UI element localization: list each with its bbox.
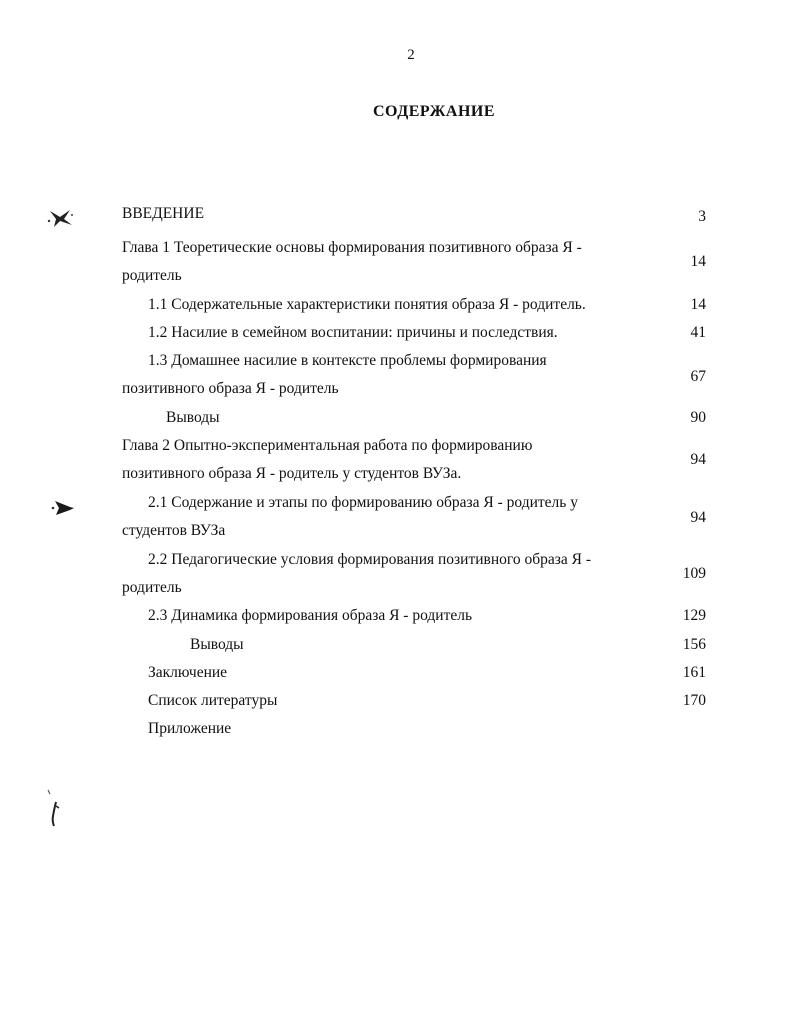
toc-page-references: 170 <box>682 692 706 709</box>
toc-entry-section-1-3-line1: 1.3 Домашнее насилие в контексте проблемы формирования <box>148 352 547 369</box>
toc-entry-section-1-1: 1.1 Содержательные характеристики понятия образа Я - родитель. <box>148 296 586 313</box>
toc-page-chapter2: 94 <box>690 451 706 468</box>
toc-entry-conclusion: Заключение <box>148 664 228 681</box>
toc-entry-chapter2-line1: Глава 2 Опытно-экспериментальная работа по формированию <box>122 437 533 454</box>
toc-entry-section-1-3-line2: позитивного образа Я - родитель <box>122 380 339 397</box>
toc-page-section-1-2: 41 <box>690 324 706 341</box>
page-title: СОДЕРЖАНИЕ <box>372 103 496 120</box>
toc-page-chapter1: 14 <box>690 253 706 270</box>
toc-page-conclusions-2: 156 <box>682 636 706 653</box>
toc-entry-references: Список литературы <box>148 692 278 709</box>
toc-entry-section-2-3: 2.3 Динамика формирования образа Я - родитель <box>148 607 473 624</box>
toc-page-section-1-1: 14 <box>690 296 706 313</box>
toc-page-section-2-3: 129 <box>682 607 706 624</box>
scan-mark-3 <box>44 788 66 830</box>
toc-entry-appendix: Приложение <box>148 720 232 737</box>
toc-page-conclusions-1: 90 <box>690 409 706 426</box>
toc-entry-chapter2-line2: позитивного образа Я - родитель у студентов ВУЗа. <box>122 465 462 482</box>
toc-page-section-2-2: 109 <box>682 565 706 582</box>
toc-entry-section-2-2-line2: родитель <box>122 579 182 596</box>
toc-page-section-2-1: 94 <box>690 509 706 526</box>
toc-entry-chapter1-line2: родитель <box>122 267 182 284</box>
toc-entry-conclusions-2: Выводы <box>190 636 244 653</box>
scan-mark-2 <box>50 498 78 518</box>
toc-page-section-1-3: 67 <box>690 368 706 385</box>
toc-entry-chapter1-line1: Глава 1 Теоретические основы формирования позитивного образа Я - <box>122 239 582 256</box>
toc-entry-section-2-1-line2: студентов ВУЗа <box>122 522 226 539</box>
toc-page-intro: 3 <box>698 208 706 225</box>
toc-entry-section-2-1-line1: 2.1 Содержание и этапы по формированию образа Я - родитель у <box>148 494 578 511</box>
page-number: 2 <box>407 47 415 63</box>
toc-entry-intro: ВВЕДЕНИЕ <box>122 205 205 222</box>
toc-page-conclusion: 161 <box>682 664 706 681</box>
scan-mark-1 <box>46 207 76 229</box>
toc-entry-section-1-2: 1.2 Насилие в семейном воспитании: причины и последствия. <box>148 324 558 341</box>
toc-entry-section-2-2-line1: 2.2 Педагогические условия формирования позитивного образа Я - <box>148 551 592 568</box>
toc-entry-conclusions-1: Выводы <box>166 409 220 426</box>
